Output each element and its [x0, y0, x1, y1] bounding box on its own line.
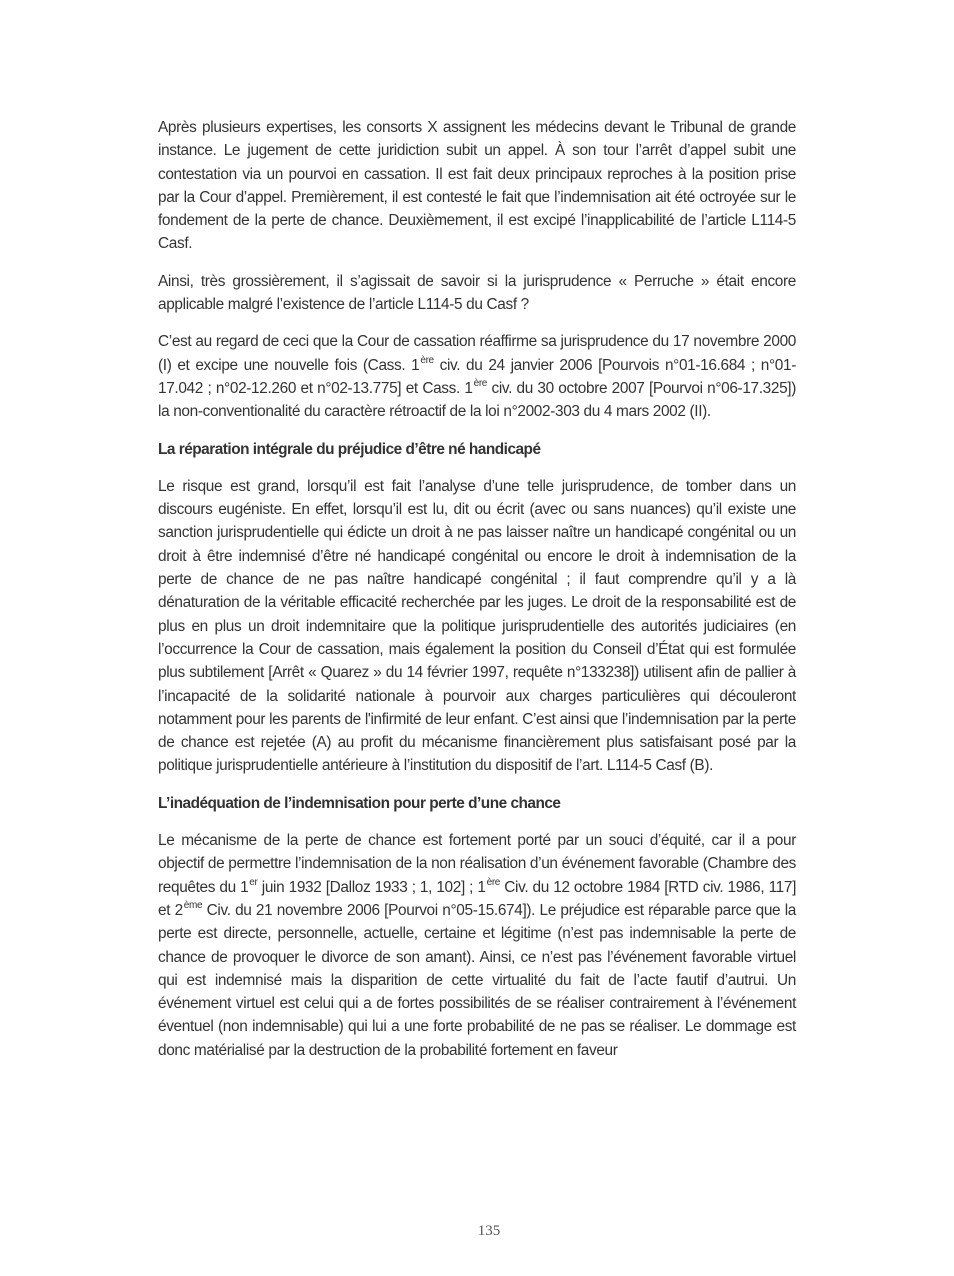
paragraph-question: [158, 270, 796, 317]
paragraph-text: Le mécanisme de la perte de chance est fortement porté par un souci d’équité, car il a pour objectif de permettre l’indemnisation de la non réalisation d’un événement favorable (Chambre des requêtes du 1: [158, 832, 796, 896]
ordinal-superscript: ère: [473, 377, 488, 389]
ordinal-superscript: ème: [183, 899, 203, 911]
section-heading-reparation-integrale: La réparation intégrale du préjudice d’être né handicapé: [158, 440, 541, 458]
paragraph-cour-de-cassation: [158, 330, 796, 423]
paragraph-text: C’est au regard de ceci que la Cour de cassation réaffirme sa jurisprudence du 17 novembre 2000 (I) et excipe une nouvelle fois (Cass. 1: [158, 333, 796, 374]
paragraph-text: Civ. du 12 octobre 1984 [RTD civ. 1986, 117] et 2: [158, 878, 797, 919]
paragraph-text: Ainsi, très grossièrement, il s’agissait de savoir si la jurisprudence « Perruche » était encore applicable malgré l’existence de l’article L114-5 du Casf ?: [158, 272, 796, 314]
paragraph-text: Après plusieurs expertises, les consorts X assignent les médecins devant le Tribunal de grande instance. Le jugement de cette juridiction subit un appel. À son tour l’arrêt d’appel subit une contestation via un pourvoi en cassation. Il est fait deux principaux reproches à la position prise par la Cour d’appel. Premièrement, il est contesté le fait que l’indemnisation ait été octroyée sur le fondement de la perte de chance. Deuxièmement, il est excipé l’inapplicabilité de l’article L114-5 Casf.: [158, 119, 796, 253]
ordinal-superscript: er: [249, 876, 258, 888]
page-number: 135: [477, 1223, 501, 1239]
paragraph-text: civ. du 24 janvier 2006 [Pourvois n°01-16.684 ; n°01-17.042 ; n°02-12.260 et n°02-13.775] et Cass. 1: [158, 356, 796, 397]
paragraph-text: Le risque est grand, lorsqu’il est fait l’analyse d’une telle jurisprudence, de tomber dans un discours eugéniste. En effet, lorsqu’il est lu, dit ou écrit (avec ou sans nuances) qu’il existe une sanction jurisprudentielle qui édicte un droit à ne pas laisser naître un handicapé congénital ou un droit à être indemnisé d’être né handicapé congénital ou encore le droit à indemnisation de la perte de chance de ne pas naître handicapé congénital ; il faut comprendre qu’il y a là dénaturation de la véritable efficacité recherchée par les juges. Le droit de la responsabilité est de plus en plus un droit indemnitaire que la politique jurisprudentielle des autorités judiciaires (en l’occurrence la Cour de cassation, mais également la position du Conseil d’État qui est formulée plus subtilement [Arrêt « Quarez » du 14 février 1997, requête n°133238]) utilisent afin de pallier à l’incapacité de la solidarité nationale à pourvoir aux charges particulières qui découleront notamment pour les parents de l'infirmité de leur enfant. C’est ainsi que l’indemnisation par la perte de chance est rejetée (A) au profit du mécanisme financièrement plus satisfaisant posé par la politique jurisprudentielle antérieure à l’institution du dispositif de l’art. L114-5 Casf (B).: [158, 477, 796, 775]
paragraph-perte-de-chance: [158, 829, 796, 1062]
ordinal-superscript: ère: [420, 354, 434, 366]
paragraph-text: Civ. du 21 novembre 2006 [Pourvoi n°05-15.674]). Le préjudice est réparable parce que la perte est directe, personnelle, actuelle, certaine et légitime (n’est pas indemnisable la perte de chance de provoquer le divorce de son amant). Ainsi, ce n’est pas l’événement favorable virtuel qui est indemnisé mais la disparition de cette virtualité du fait de l’acte fautif d’autrui. Un événement virtuel est celui qui a de fortes possibilités de se réaliser contrairement à l’événement éventuel (non indemnisable) qui lui a une forte probabilité de ne pas se réaliser. Le dommage est donc matérialisé par la destruction de la probabilité fortement en faveur: [158, 901, 796, 1059]
paragraph-text: civ. du 30 octobre 2007 [Pourvoi n°06-17.325]) la non-conventionalité du caractère rétroactif de la loi n°2002-303 du 4 mars 2002 (II).: [158, 379, 796, 421]
paragraph-risque-eugeniste: [158, 475, 796, 778]
paragraph-procedure: [158, 116, 796, 256]
ordinal-superscript: ère: [486, 876, 501, 888]
paragraph-text: juin 1932 [Dalloz 1933 ; 1, 102] ; 1: [257, 878, 486, 896]
document-page: [158, 116, 796, 1076]
section-heading-inadequation: L’inadéquation de l’indemnisation pour perte d’une chance: [158, 794, 561, 812]
